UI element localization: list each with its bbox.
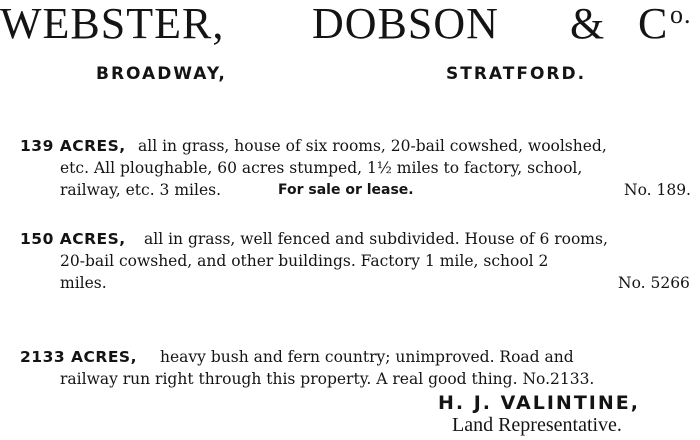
address-street: BROADWAY, [96, 64, 227, 84]
listing-text: all in grass, well fenced and subdivided. House of 6 rooms, [144, 230, 608, 248]
listing-text: 20-bail cowshed, and other buildings. Factory 1 mile, school 2 [60, 252, 549, 270]
listing-text: all in grass, house of six rooms, 20-bail cowshed, woolshed, [138, 137, 607, 155]
agent-role: Land Representative. [452, 414, 622, 436]
firm-name [0, 0, 700, 48]
listing-text: etc. All ploughable, 60 acres stumped, 1½ miles to factory, school, [60, 159, 583, 177]
address-town: STRATFORD. [446, 64, 587, 84]
listing-text: railway, etc. 3 miles. [60, 181, 222, 199]
listing-number: No. 189. [624, 181, 691, 199]
listing-text: railway run right through this property. A real good thing. No.2133. [60, 370, 595, 388]
firm-name-ampersand: & [570, 0, 606, 48]
firm-name-dobson: DOBSON [312, 0, 499, 48]
listing-number: No. 5266 [618, 274, 690, 292]
firm-name-co: C [638, 0, 669, 48]
listing-text: heavy bush and fern country; unimproved. Road and [160, 348, 574, 366]
firm-name-co-superscript: o. [670, 0, 692, 29]
firm-address [0, 64, 700, 90]
listing-acres: 150 ACRES, [20, 230, 126, 248]
listing-acres: 2133 ACRES, [20, 348, 137, 366]
firm-name-webster: WEBSTER, [0, 0, 225, 48]
listing-text: miles. [60, 274, 107, 292]
listing-acres: 139 ACRES, [20, 137, 126, 155]
agent-name: H. J. VALINTINE, [438, 392, 640, 414]
listing-sale-note: For sale or lease. [278, 182, 414, 198]
